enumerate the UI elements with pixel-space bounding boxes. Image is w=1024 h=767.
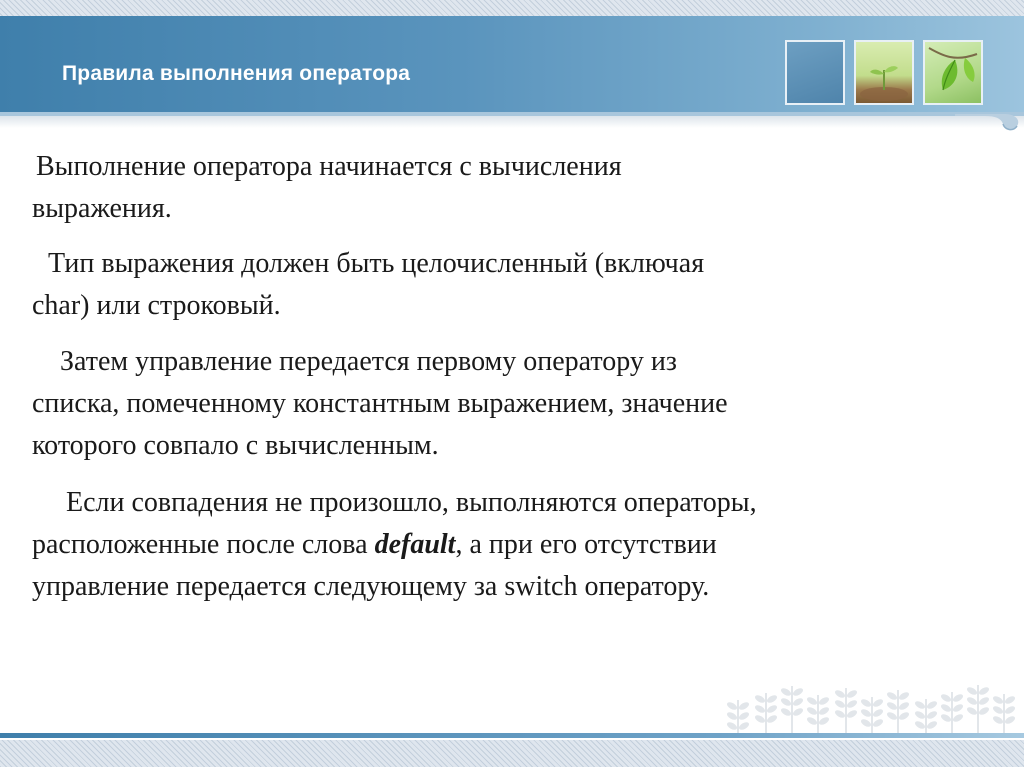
- plant-leaf: [726, 721, 737, 730]
- paragraph-3-line-1: Затем управление передается первому оператору из: [60, 346, 677, 377]
- paragraph-2-line-2: char) или строковый.: [32, 290, 281, 321]
- plant-leaf: [872, 708, 883, 717]
- plant-leaf: [738, 721, 749, 730]
- plant-leaf: [806, 696, 817, 705]
- bottom-hatch-border: [0, 740, 1024, 767]
- plant-leaf: [978, 686, 989, 695]
- plant-leaf: [940, 713, 951, 722]
- plant-leaf: [1004, 715, 1015, 724]
- plant-leaf: [846, 699, 857, 708]
- paragraph-4-line-2: [32, 524, 717, 567]
- plant-leaf: [978, 696, 989, 705]
- plant-leaf: [780, 707, 791, 716]
- plant-leaf: [834, 709, 845, 718]
- plant-leaf: [754, 704, 765, 713]
- paragraph-3-line-2: списка, помеченному константным выражением, значение: [32, 388, 728, 419]
- paragraph-2-line-1: Тип выражения должен быть целочисленный (включая: [48, 248, 705, 279]
- plant-leaf: [978, 706, 989, 715]
- plant-leaf: [966, 696, 977, 705]
- plant-leaf: [992, 705, 1003, 714]
- plant-leaf: [992, 695, 1003, 704]
- plant-leaf: [914, 710, 925, 719]
- plant-leaf: [834, 689, 845, 698]
- plant-leaf: [886, 701, 897, 710]
- plant-leaf: [766, 694, 777, 703]
- plant-leaf: [818, 706, 829, 715]
- plant-leaf: [818, 716, 829, 725]
- slide-title: Правила выполнения оператора: [62, 62, 411, 85]
- plant-leaf: [738, 711, 749, 720]
- plant-leaf: [846, 689, 857, 698]
- plant-leaf: [806, 716, 817, 725]
- plant-leaf: [952, 703, 963, 712]
- plant-leaf: [966, 706, 977, 715]
- plant-leaf: [940, 703, 951, 712]
- plant-leaf: [846, 709, 857, 718]
- plant-leaf: [872, 718, 883, 727]
- plant-leaf: [726, 701, 737, 710]
- plant-leaf: [898, 701, 909, 710]
- keyword-default: default: [374, 529, 456, 560]
- plant-leaf: [860, 698, 871, 707]
- line-text-before: расположенные после слова: [32, 529, 375, 560]
- plant-leaf: [926, 710, 937, 719]
- plant-leaf: [898, 711, 909, 720]
- plant-leaf: [754, 714, 765, 723]
- plant-leaf: [926, 720, 937, 729]
- plant-leaf: [914, 700, 925, 709]
- plant-leaf: [780, 697, 791, 706]
- plant-leaf: [792, 697, 803, 706]
- plant-leaf: [806, 706, 817, 715]
- plant-leaf: [872, 698, 883, 707]
- plant-leaf: [766, 714, 777, 723]
- plant-leaf: [886, 711, 897, 720]
- bottom-accent-line: [0, 733, 1024, 738]
- plant-leaf: [898, 691, 909, 700]
- plant-leaf: [966, 686, 977, 695]
- paragraph-3-line-3: которого совпало с вычисленным.: [32, 430, 439, 461]
- plant-leaf: [834, 699, 845, 708]
- plant-leaf: [952, 693, 963, 702]
- line-text-after: , а при его отсутствии: [455, 529, 717, 560]
- plant-leaf: [726, 711, 737, 720]
- plant-leaf: [754, 694, 765, 703]
- plant-leaf: [780, 687, 791, 696]
- plant-leaf: [792, 687, 803, 696]
- paragraph-1-line-2: выражения.: [32, 193, 172, 224]
- plant-leaf: [818, 696, 829, 705]
- paragraph-4-line-1: Если совпадения не произошло, выполняются операторы,: [66, 487, 757, 518]
- plant-leaf: [940, 693, 951, 702]
- plant-silhouettes-icon: [726, 668, 1016, 734]
- plant-leaf: [886, 691, 897, 700]
- plant-leaf: [926, 700, 937, 709]
- paragraph-4-line-3: управление передается следующему за switch оператору.: [32, 571, 710, 602]
- plant-leaf: [992, 715, 1003, 724]
- plant-leaf: [792, 707, 803, 716]
- plant-leaf: [1004, 705, 1015, 714]
- plant-leaf: [914, 720, 925, 729]
- plant-leaf: [952, 713, 963, 722]
- plant-leaf: [1004, 695, 1015, 704]
- plant-leaf: [738, 701, 749, 710]
- plant-leaf: [766, 704, 777, 713]
- paragraph-1-line-1: Выполнение оператора начинается с вычисления: [36, 151, 622, 182]
- plant-leaf: [860, 708, 871, 717]
- plant-leaf: [860, 718, 871, 727]
